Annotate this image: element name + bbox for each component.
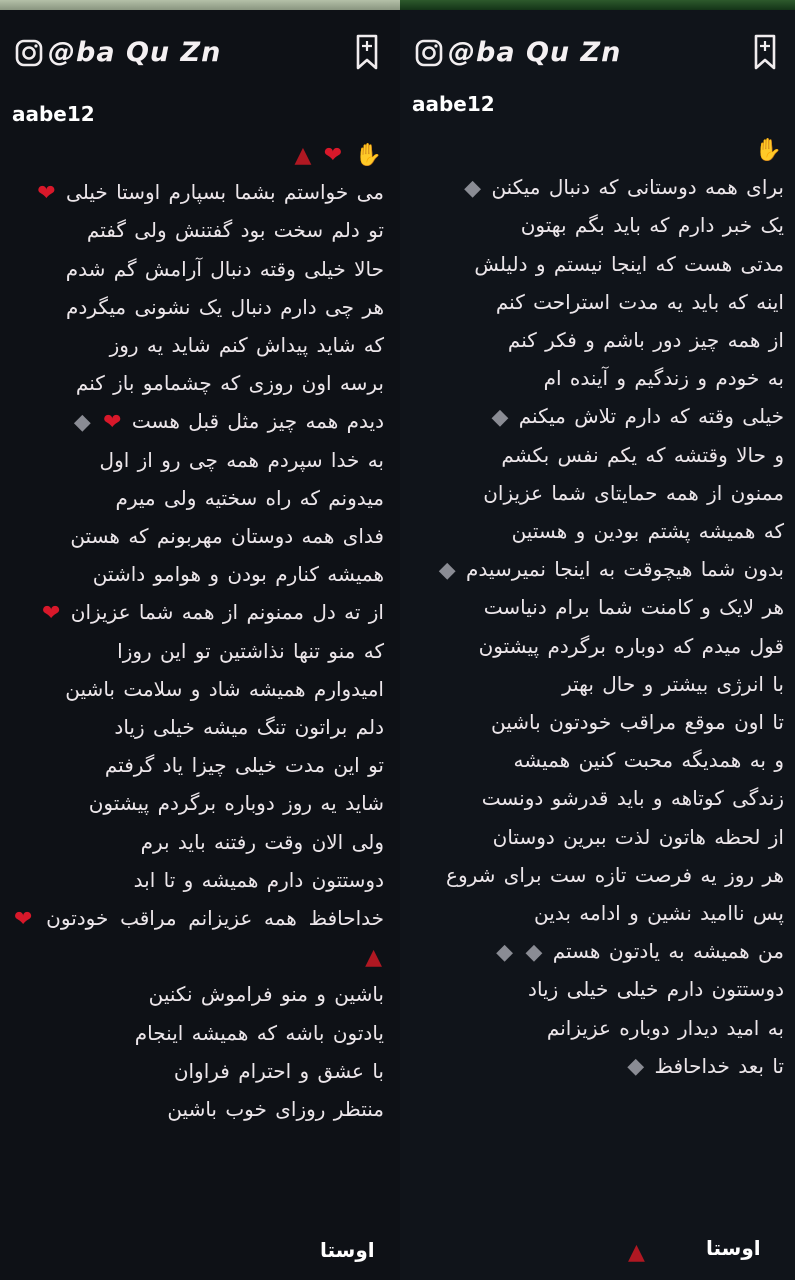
hug-icon: ◆ (496, 939, 514, 965)
post-pane-right (400, 10, 795, 1280)
caption-line: و به همدیگه محبت کنین همیشه (513, 748, 784, 773)
caption-line: میدونم که راه سختیه ولی میرم (115, 485, 384, 510)
account-handle[interactable]: @ba Qu Zn (448, 37, 622, 68)
caption-line: برای همه دوستانی که دنبال میکنن (491, 175, 784, 200)
caption-line: که همیشه پشتم بودین و هستین (511, 519, 784, 544)
post-header-right (400, 10, 795, 95)
hug-icon: ◆ (525, 939, 543, 965)
caption-line: منتظر روزای خوب باشین (167, 1097, 384, 1122)
ribbon-icon: ▲ (365, 944, 382, 970)
instagram-icon[interactable] (14, 37, 44, 69)
caption-line: هر چی دارم دنبال یک نشونی میگردم (66, 294, 384, 319)
caption-line: هر روز یه فرصت تازه ست برای شروع (446, 862, 784, 887)
account-handle[interactable]: @ba Qu Zn (48, 37, 222, 68)
caption-line: برسه اون روزی که چشمامو باز کنم (75, 371, 384, 396)
caption-line: دیدم همه چیز مثل قبل هست (131, 409, 384, 434)
instagram-icon[interactable] (414, 37, 444, 69)
caption-line: تو دلم سخت بود گفتنش ولی گفتم (86, 218, 384, 243)
caption-line: شاید یه روز دوباره برگردم پیشتون (88, 791, 384, 816)
caption-line: فدای همه دوستان مهربونم که هستن (70, 524, 384, 549)
caption-line: از همه چیز دور باشم و فکر کنم (507, 328, 784, 353)
heart-icon: ❤ (41, 600, 61, 626)
caption-line: دوستتون دارم همیشه و تا ابد (133, 867, 384, 892)
caption-line: اینه که باید یه مدت استراحت کنم (495, 289, 784, 314)
bookmark-icon[interactable] (750, 32, 780, 72)
hug-icon: ◆ (464, 175, 482, 201)
status-bar (0, 0, 795, 10)
hug-icon: ◆ (438, 557, 456, 583)
caption-line: خیلی وقته که دارم تلاش میکنم (518, 404, 784, 429)
caption-signature: اوستا (706, 1236, 761, 1260)
caption-line: پس ناامید نشین و ادامه بدین (534, 901, 784, 926)
caption-line: از لحظه هاتون لذت ببرین دوستان (492, 824, 784, 849)
caption-line: حالا خیلی وقته دنبال آرامش گم شدم (65, 256, 384, 281)
hug-icon: ◆ (627, 1054, 645, 1080)
caption-line: خداحافظ همه عزیزانم مراقب خودتون (46, 906, 384, 931)
caption-line: یادتون باشه که همیشه اینجام (134, 1020, 384, 1045)
status-bar-left (0, 0, 400, 10)
caption-line: امیدوارم همیشه شاد و سلامت باشین (65, 676, 384, 701)
caption-line: تا اون موقع مراقب خودتون باشین (491, 710, 784, 735)
heart-icon: ❤ (37, 180, 56, 206)
caption-line: یک خبر دارم که باید بگم بهتون (520, 213, 784, 238)
heart-icon: ❤ (103, 409, 122, 435)
caption-line: و حالا وقتشه که یکم نفس بکشم (501, 442, 784, 467)
post-username[interactable]: aabe12 (12, 102, 95, 126)
caption-line: می خواستم بشما بسپارم اوستا خیلی (66, 180, 384, 205)
caption-line: زندگی کوتاهه و باید قدرشو دونست (481, 786, 784, 811)
caption-line: تو این مدت خیلی چیزا یاد گرفتم (104, 753, 384, 778)
caption-line: هر لایک و کامنت شما برام دنیاست (483, 595, 784, 620)
caption-line: به امید دیدار دوباره عزیزانم (546, 1015, 784, 1040)
post-caption (12, 135, 384, 1128)
caption-line: من همیشه به یادتون هستم (552, 939, 784, 964)
caption-line: دلم براتون تنگ میشه خیلی زیاد (114, 715, 384, 740)
caption-line: تا بعد خداحافظ (654, 1053, 784, 1078)
caption-line: قول میدم که دوباره برگردم پیشتون (478, 633, 784, 658)
heart-icon: ❤ (323, 142, 343, 168)
caption-line: که شاید پیداش کنم شاید یه روز (109, 333, 384, 358)
caption-line: بدون شما هیچوقت به اینجا نمیرسیدم (466, 557, 784, 582)
bookmark-icon[interactable] (352, 32, 382, 72)
caption-line: باشین و منو فراموش نکنین (148, 982, 384, 1007)
ribbon-icon: ▲ (628, 1240, 645, 1265)
post-username[interactable]: aabe12 (412, 92, 495, 116)
caption-line: دوستتون دارم خیلی خیلی زیاد (528, 977, 784, 1002)
caption-line: به خودم و زندگیم و آینده ام (543, 366, 784, 391)
hug-icon: ◆ (73, 409, 91, 435)
caption-line: همیشه کنارم بودن و هوامو داشتن (92, 562, 384, 587)
post-pane-left (0, 10, 400, 1280)
caption-line: با انرژی بیشتر و حال بهتر (562, 671, 784, 696)
hug-icon: ◆ (491, 404, 509, 430)
caption-line: با عشق و احترام فراوان (173, 1058, 384, 1083)
heart-icon: ❤ (14, 906, 33, 932)
ribbon-icon: ▲ (294, 142, 312, 168)
caption-line: که منو تنها نذاشتین تو این روزا (117, 638, 384, 663)
caption-line: از ته دل ممنونم از همه شما عزیزان (70, 600, 384, 625)
caption-line: مدتی هست که اینجا نیستم و دلیلش (474, 251, 784, 276)
praying-hands-icon: ✋ (754, 137, 782, 163)
praying-hands-icon: ✋ (354, 142, 382, 168)
caption-signature: اوستا (320, 1238, 375, 1262)
post-header-left (0, 10, 400, 95)
caption-line: ممنون از همه حمایتای شما عزیزان (483, 480, 784, 505)
caption-line: به خدا سپردم همه چی رو از اول (99, 447, 384, 472)
status-bar-right (400, 0, 795, 10)
caption-line: ولی الان وقت رفتنه باید برم (140, 829, 384, 854)
post-caption (412, 130, 784, 1085)
